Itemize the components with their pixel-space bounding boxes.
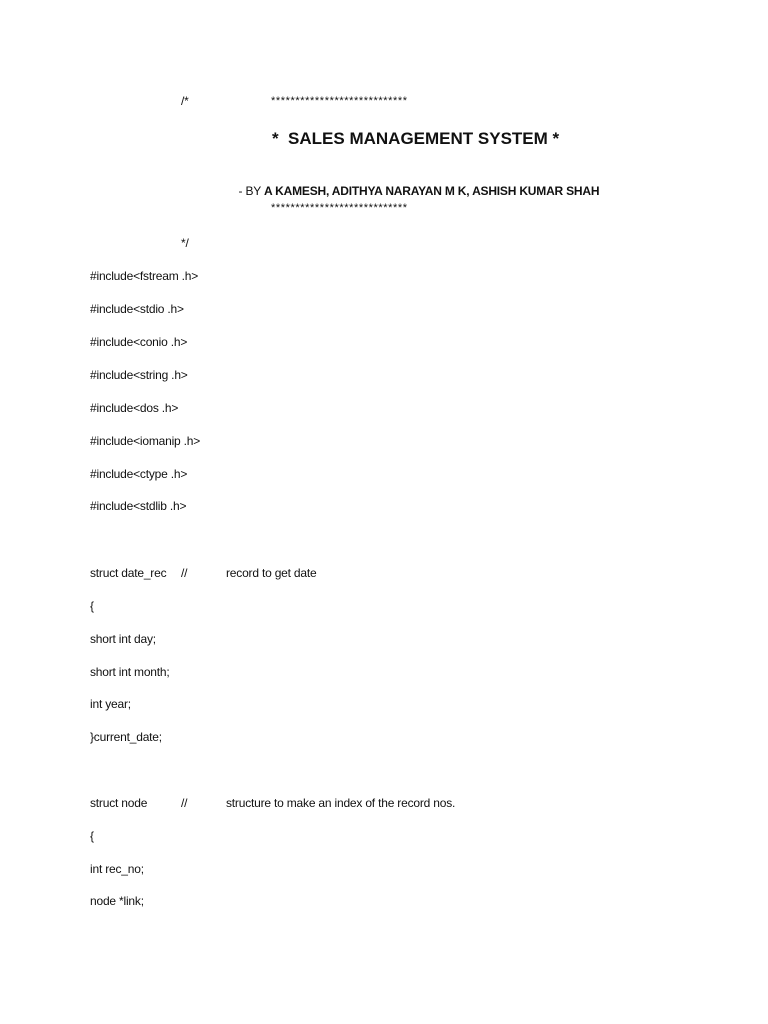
struct-date-decl: struct date_rec (90, 566, 167, 580)
struct-node-comment-mark: // (181, 796, 188, 810)
struct-date-open-brace: { (90, 599, 94, 613)
struct-node-field: node *link; (90, 894, 144, 908)
include-line: #include<dos .h> (90, 401, 179, 415)
include-line: #include<fstream .h> (90, 269, 199, 283)
struct-date-comment-mark: // (181, 566, 188, 580)
struct-date-close: }current_date; (90, 730, 162, 744)
comment-close: */ (181, 236, 189, 250)
include-line: #include<stdio .h> (90, 302, 184, 316)
stars-top: **************************** (271, 95, 408, 107)
struct-node-open-brace: { (90, 829, 94, 843)
stars-bottom: **************************** (271, 202, 408, 214)
include-line: #include<stdlib .h> (90, 499, 187, 513)
document-title: * SALES MANAGEMENT SYSTEM * (272, 129, 560, 148)
struct-node-decl: struct node (90, 796, 148, 810)
include-line: #include<conio .h> (90, 335, 188, 349)
include-line: #include<ctype .h> (90, 467, 188, 481)
struct-date-field: int year; (90, 697, 131, 711)
authors-names: A KAMESH, ADITHYA NARAYAN M K, ASHISH KUMAR SHAH (264, 184, 600, 198)
authors-prefix: - BY (238, 184, 261, 198)
struct-node-comment: structure to make an index of the record nos. (226, 796, 456, 810)
include-line: #include<iomanip .h> (90, 434, 201, 448)
comment-open: /* (181, 94, 189, 108)
struct-node-field: int rec_no; (90, 862, 144, 876)
struct-date-comment: record to get date (226, 566, 317, 580)
include-line: #include<string .h> (90, 368, 188, 382)
struct-date-field: short int day; (90, 632, 156, 646)
struct-date-field: short int month; (90, 665, 170, 679)
